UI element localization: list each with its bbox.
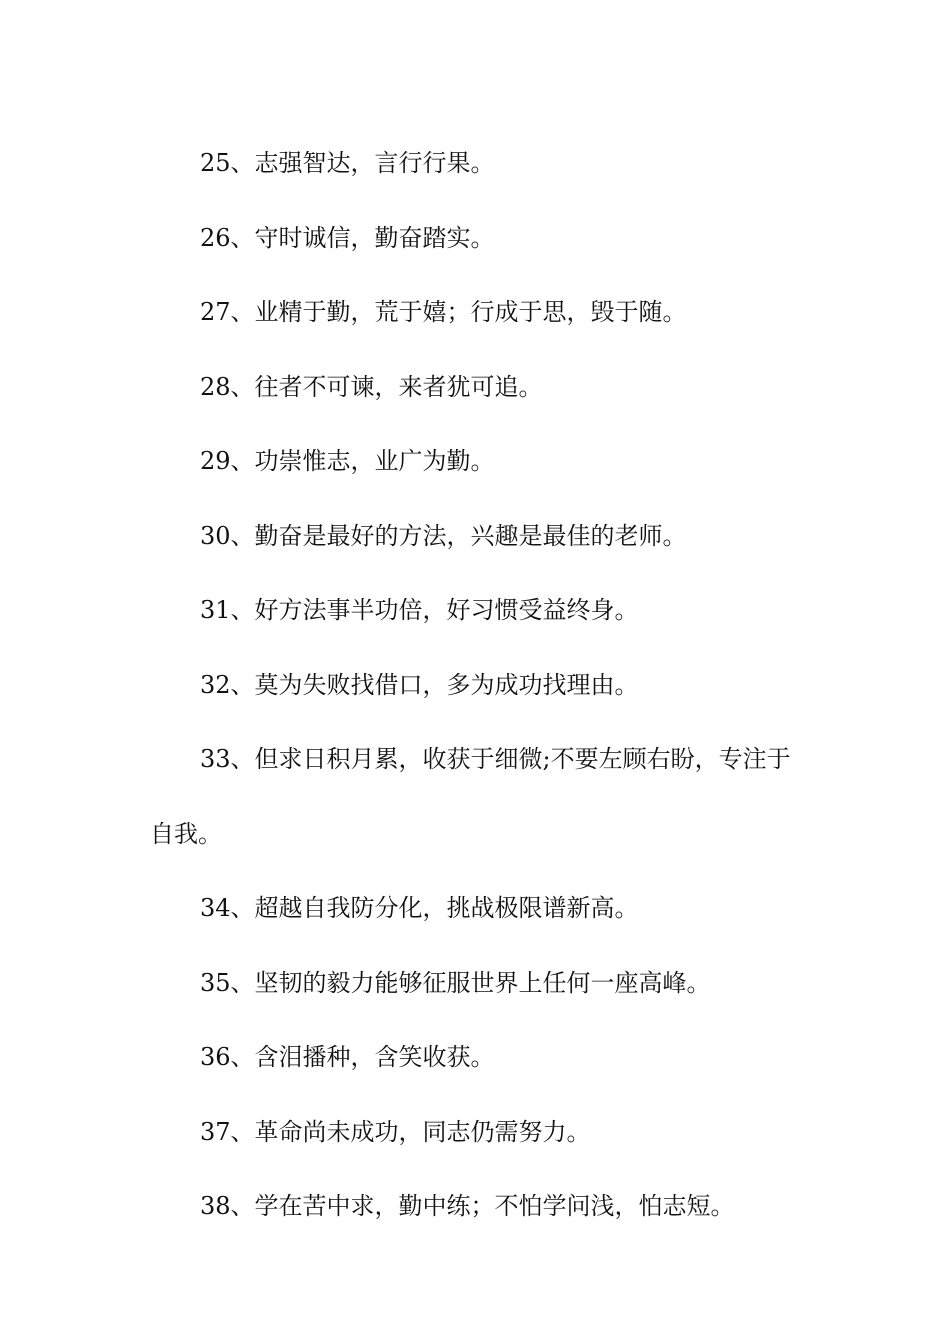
list-item: 29、功崇惟志，业广为勤。 <box>200 447 495 475</box>
quote-list <box>150 126 810 1244</box>
list-item: 31、好方法事半功倍，好习惯受益终身。 <box>200 596 639 624</box>
list-item: 28、往者不可谏，来者犹可追。 <box>200 372 543 401</box>
list-item: 30、勤奋是最好的方法，兴趣是最佳的老师。 <box>200 521 687 550</box>
list-item: 27、业精于勤，荒于嬉；行成于思，毁于随。 <box>200 298 687 326</box>
list-item: 33、但求日积月累，收获于细微;不要左顾右盼，专注于自我。 <box>150 745 791 848</box>
list-item: 38、学在苦中求，勤中练；不怕学问浅，怕志短。 <box>200 1192 735 1220</box>
list-item: 34、超越自我防分化，挑战极限谱新高。 <box>200 894 639 922</box>
list-item: 32、莫为失败找借口，多为成功找理由。 <box>200 670 639 699</box>
list-item: 25、志强智达，言行行果。 <box>200 149 495 177</box>
list-item: 35、坚韧的毅力能够征服世界上任何一座高峰。 <box>200 968 711 997</box>
list-item: 26、守时诚信，勤奋踏实。 <box>200 223 495 252</box>
list-item: 36、含泪播种，含笑收获。 <box>200 1043 495 1071</box>
list-item: 37、革命尚未成功，同志仍需努力。 <box>200 1117 591 1146</box>
